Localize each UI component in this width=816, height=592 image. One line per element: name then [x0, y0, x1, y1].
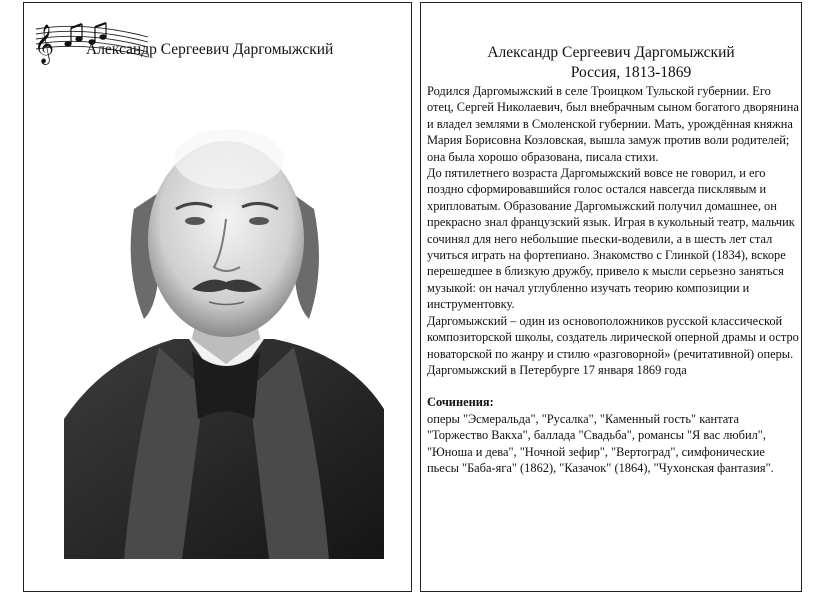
works-heading: Сочинения:: [427, 395, 494, 410]
composer-country-years: Россия, 1813-1869: [570, 64, 692, 81]
bio-paragraph: Даргомыжский – один из основоположников русской классической композиторской школы, создатель лирической оперной драмы и остро новаторской по жанру и стилю «разговорной» (речитативной) оперы.: [427, 313, 799, 361]
composer-portrait: [64, 89, 384, 559]
right-card: [420, 2, 802, 592]
svg-text:𝄞: 𝄞: [34, 24, 55, 64]
left-card-title: Александр Сергеевич Даргомыжский: [86, 41, 334, 58]
bio-paragraph: Родился Даргомыжский в селе Троицком Тульской губернии. Его отец, Сергей Николаевич, был внебрачным сыном богатого дворянина и владел землями в Смоленской губернии. Мать, урождённая княжна Мария Борисовна Козловская, вышла замуж против воли родителей; она была хорошо образована, писала стихи.: [427, 84, 799, 164]
left-card: [23, 2, 412, 592]
composer-name: Александр Сергеевич Даргомыжский: [487, 44, 735, 61]
right-card-heading: [421, 43, 801, 83]
bio-paragraph: Даргомыжский в Петербурге 17 января 1869 года: [427, 362, 687, 377]
bio-paragraph: До пятилетнего возраста Даргомыжский вовсе не говорил, и его поздно сформировавшийся голос остался навсегда писклявым и хрипловатым. Образование Даргомыжский получил домашнее, он прекрасно знал французский язык. Играя в кукольный театр, мальчик сочинял для него небольшие пьески-водевили, а в шесть лет стал учиться играть на фортепиано. Знакомство с Глинкой (1834), вскоре перешедшее в близкую дружбу, привело к мысли серьезно заняться музыкой: он начал углубленно изучать теорию композиции и инструментовку.: [427, 166, 795, 312]
works-list: оперы "Эсмеральда", "Русалка", "Каменный гость" кантата "Торжество Вакха", баллада "Свадьба", романсы "Я вас любил", "Юноша и дева", "Ночной зефир", "Вертоград", симфонические пьесы "Баба-яга" (1862), "Казачок" (1864), "Чухонская фантазия".: [427, 411, 774, 475]
biography-text: [427, 83, 799, 476]
